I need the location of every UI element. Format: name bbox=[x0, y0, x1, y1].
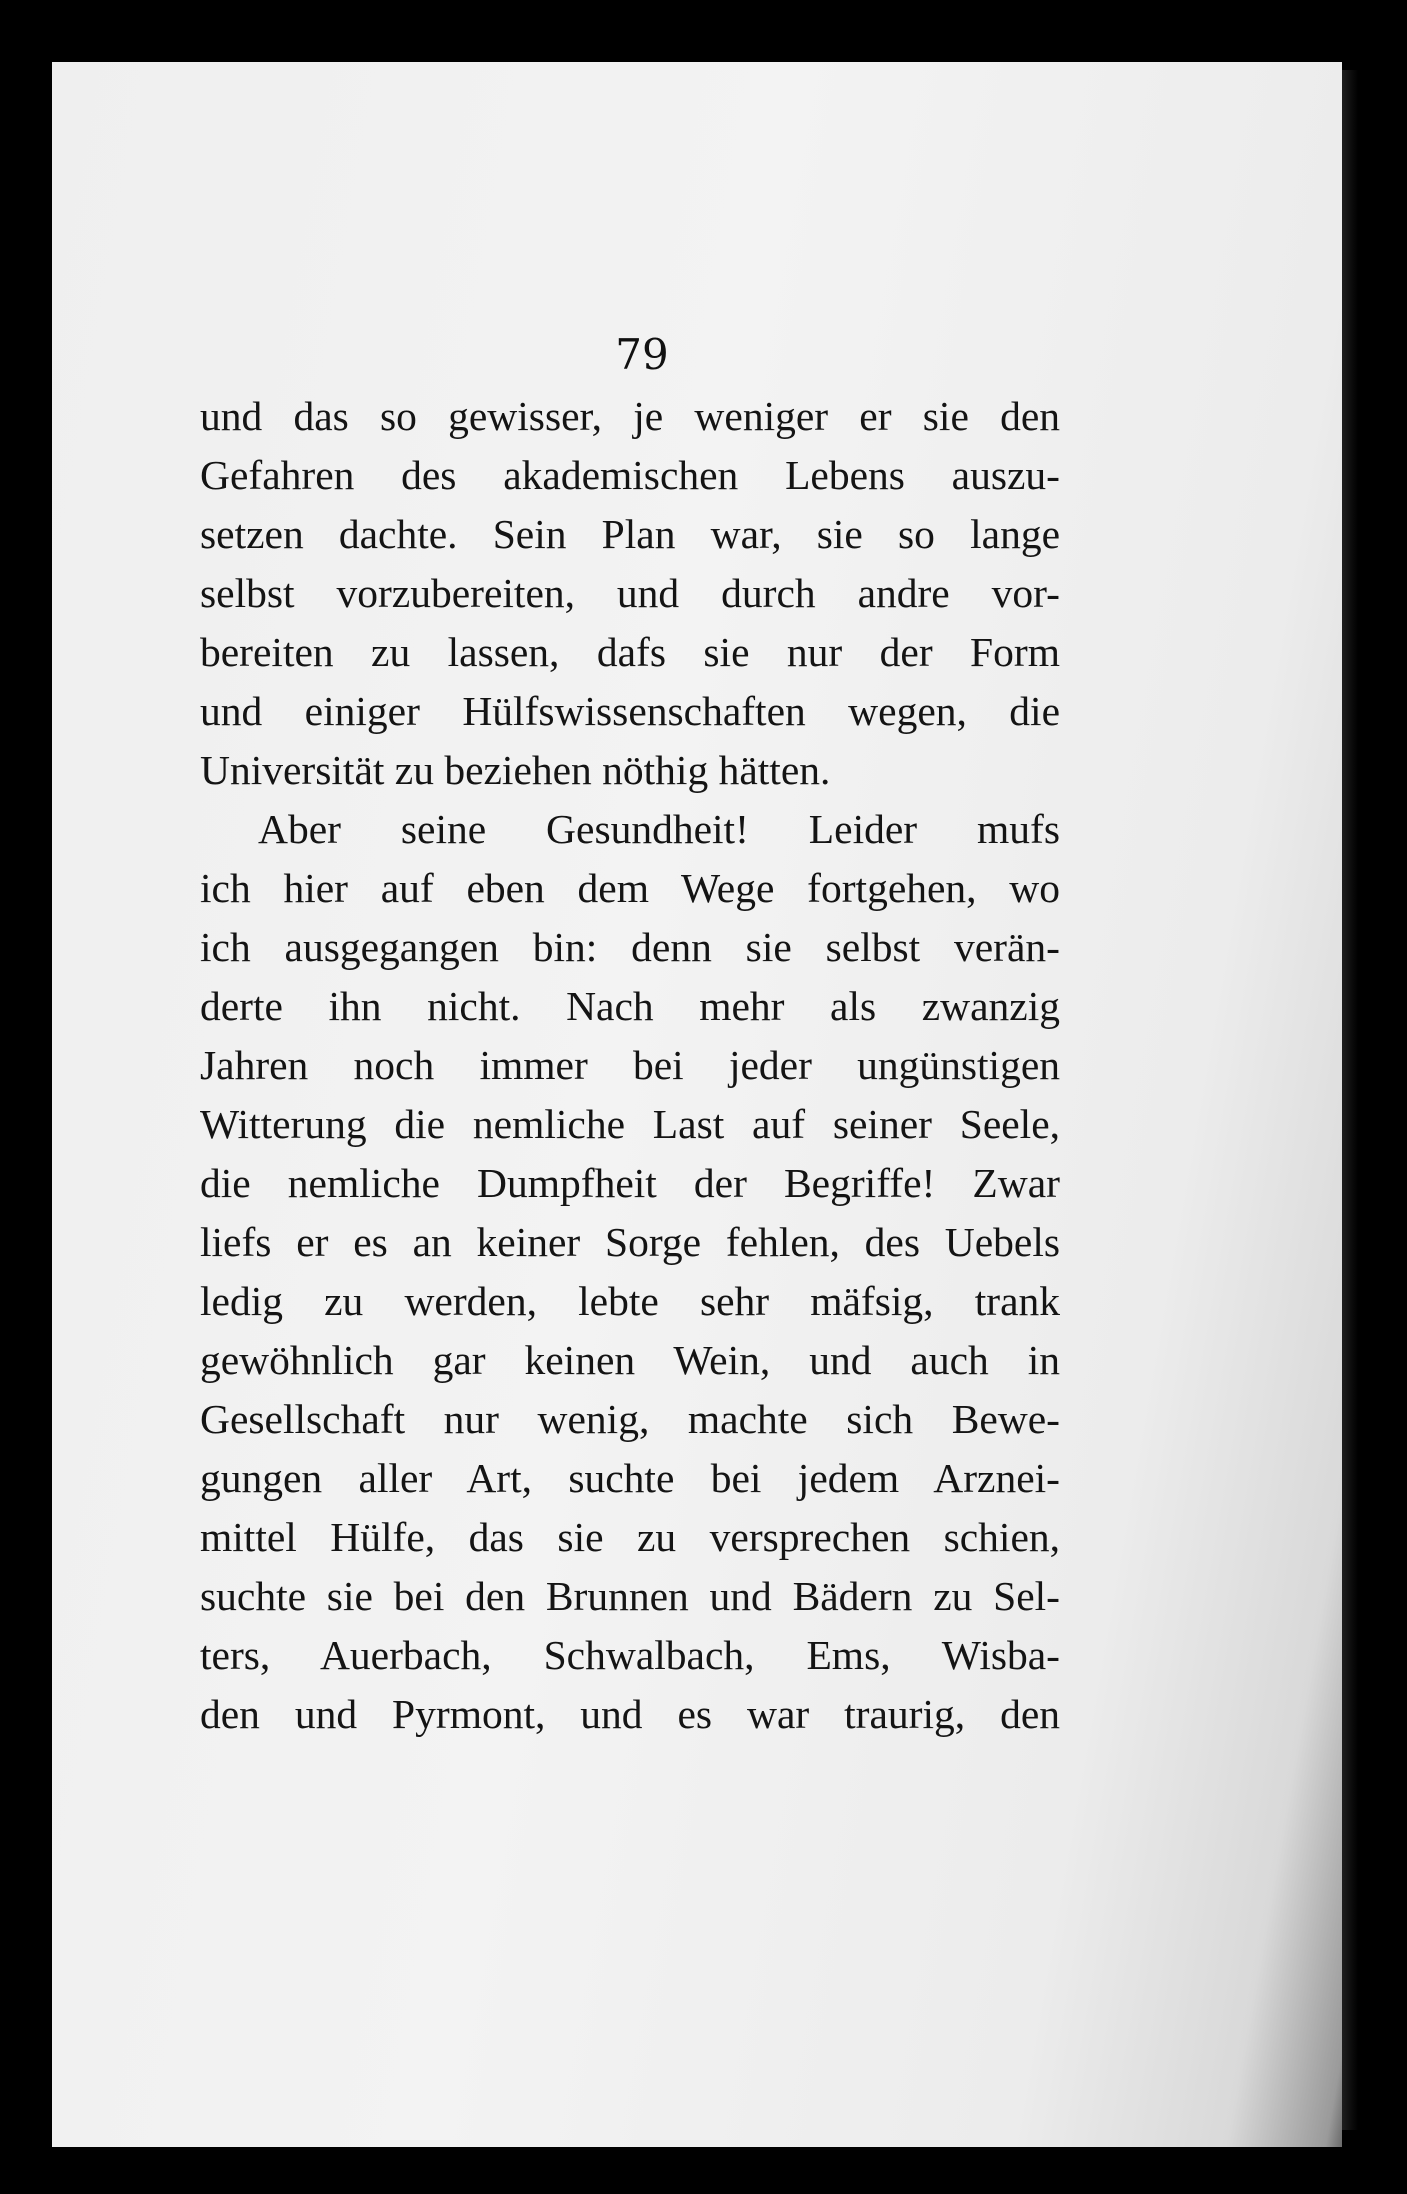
text-line: Gesellschaft nur wenig, machte sich Bewe- bbox=[200, 1396, 1060, 1442]
text-line: ledig zu werden, lebte sehr mäfsig, trank bbox=[200, 1278, 1060, 1324]
text-line: setzen dachte. Sein Plan war, sie so lange bbox=[200, 511, 1060, 557]
page-number: 79 bbox=[615, 330, 669, 379]
text-line: die nemliche Dumpfheit der Begriffe! Zwar bbox=[200, 1160, 1060, 1206]
text-line: gungen aller Art, suchte bei jedem Arznei- bbox=[200, 1455, 1060, 1501]
text-line: suchte sie bei den Brunnen und Bädern zu Sel- bbox=[200, 1573, 1060, 1619]
text-line: Universität zu beziehen nöthig hätten. bbox=[200, 747, 831, 793]
text-line: Aber seine Gesundheit! Leider mufs bbox=[258, 806, 1060, 852]
text-line: liefs er es an keiner Sorge fehlen, des Uebels bbox=[200, 1219, 1060, 1265]
text-line: ters, Auerbach, Schwalbach, Ems, Wisba- bbox=[200, 1632, 1060, 1678]
text-line: bereiten zu lassen, dafs sie nur der Form bbox=[200, 629, 1060, 675]
text-line: gewöhnlich gar keinen Wein, und auch in bbox=[200, 1337, 1060, 1383]
text-line: ich hier auf eben dem Wege fortgehen, wo bbox=[200, 865, 1060, 911]
text-line: Witterung die nemliche Last auf seiner Seele, bbox=[200, 1101, 1060, 1147]
body-text bbox=[200, 387, 1060, 1744]
text-line: ich ausgegangen bin: denn sie selbst verän- bbox=[200, 924, 1060, 970]
text-line: den und Pyrmont, und es war traurig, den bbox=[200, 1691, 1060, 1737]
text-line: Jahren noch immer bei jeder ungünstigen bbox=[200, 1042, 1060, 1088]
text-line: derte ihn nicht. Nach mehr als zwanzig bbox=[200, 983, 1060, 1029]
text-line: Gefahren des akademischen Lebens auszu- bbox=[200, 452, 1060, 498]
text-line: mittel Hülfe, das sie zu versprechen schien, bbox=[200, 1514, 1060, 1560]
text-line: selbst vorzubereiten, und durch andre vor- bbox=[200, 570, 1060, 616]
book-page bbox=[52, 62, 1342, 2147]
text-line: und einiger Hülfswissenschaften wegen, die bbox=[200, 688, 1060, 734]
text-line: und das so gewisser, je weniger er sie den bbox=[200, 393, 1060, 439]
